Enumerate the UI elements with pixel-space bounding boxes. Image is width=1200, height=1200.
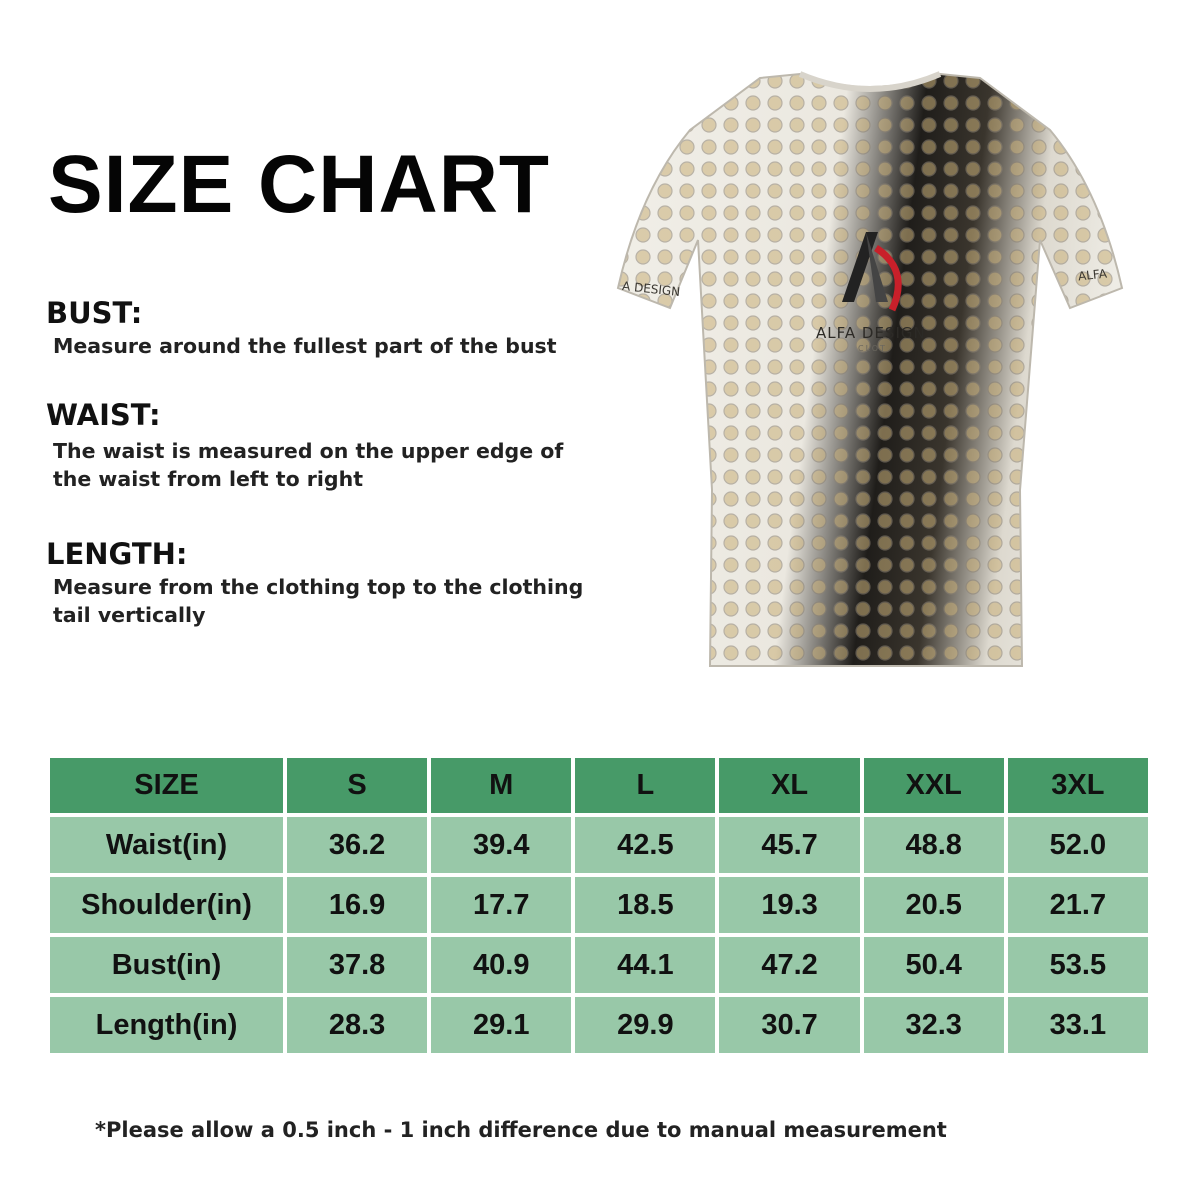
waist-description-line2: the waist from left to right bbox=[53, 467, 363, 491]
table-cell: 48.8 bbox=[864, 817, 1004, 873]
table-cell: 37.8 bbox=[287, 937, 427, 993]
table-cell: 50.4 bbox=[864, 937, 1004, 993]
page-title: SIZE CHART bbox=[48, 139, 550, 230]
right-sleeve-text: ALFA bbox=[1077, 266, 1108, 284]
table-cell: 36.2 bbox=[287, 817, 427, 873]
shirt-brand-subtext: CLOT bbox=[858, 344, 887, 353]
table-row bbox=[50, 877, 1148, 933]
table-cell: 16.9 bbox=[287, 877, 427, 933]
tshirt-image bbox=[610, 70, 1130, 680]
shirt-brand-text: ALFA DESIGN bbox=[816, 324, 926, 342]
length-heading: LENGTH: bbox=[46, 537, 188, 571]
waist-description-line1: The waist is measured on the upper edge of bbox=[53, 439, 564, 463]
table-cell: 28.3 bbox=[287, 997, 427, 1053]
bust-description: Measure around the fullest part of the bust bbox=[53, 334, 557, 358]
table-cell: 20.5 bbox=[864, 877, 1004, 933]
header-xxl: XXL bbox=[864, 758, 1004, 813]
header-s: S bbox=[287, 758, 427, 813]
bust-heading: BUST: bbox=[46, 296, 143, 330]
table-cell: 30.7 bbox=[719, 997, 859, 1053]
table-row bbox=[50, 997, 1148, 1053]
table-cell: 53.5 bbox=[1008, 937, 1148, 993]
table-cell: 39.4 bbox=[431, 817, 571, 873]
table-cell: 42.5 bbox=[575, 817, 715, 873]
row-label: Waist(in) bbox=[50, 817, 283, 873]
length-description-line2: tail vertically bbox=[53, 603, 206, 627]
table-cell: 44.1 bbox=[575, 937, 715, 993]
table-cell: 32.3 bbox=[864, 997, 1004, 1053]
header-3xl: 3XL bbox=[1008, 758, 1148, 813]
table-cell: 29.9 bbox=[575, 997, 715, 1053]
table-cell: 19.3 bbox=[719, 877, 859, 933]
measurement-note: *Please allow a 0.5 inch - 1 inch difference due to manual measurement bbox=[95, 1118, 947, 1142]
table-cell: 33.1 bbox=[1008, 997, 1148, 1053]
table-cell: 45.7 bbox=[719, 817, 859, 873]
row-label: Bust(in) bbox=[50, 937, 283, 993]
table-cell: 17.7 bbox=[431, 877, 571, 933]
table-cell: 18.5 bbox=[575, 877, 715, 933]
waist-heading: WAIST: bbox=[46, 398, 161, 432]
header-size: SIZE bbox=[50, 758, 283, 813]
table-row bbox=[50, 937, 1148, 993]
row-label: Length(in) bbox=[50, 997, 283, 1053]
left-sleeve-text: A DESIGN bbox=[621, 278, 681, 300]
table-header-row bbox=[50, 758, 1148, 813]
table-cell: 52.0 bbox=[1008, 817, 1148, 873]
table-cell: 40.9 bbox=[431, 937, 571, 993]
table-cell: 21.7 bbox=[1008, 877, 1148, 933]
table-row bbox=[50, 817, 1148, 873]
table-cell: 47.2 bbox=[719, 937, 859, 993]
header-m: M bbox=[431, 758, 571, 813]
length-description-line1: Measure from the clothing top to the clothing bbox=[53, 575, 584, 599]
header-xl: XL bbox=[719, 758, 859, 813]
header-l: L bbox=[575, 758, 715, 813]
size-table bbox=[46, 754, 1152, 1057]
table-cell: 29.1 bbox=[431, 997, 571, 1053]
row-label: Shoulder(in) bbox=[50, 877, 283, 933]
